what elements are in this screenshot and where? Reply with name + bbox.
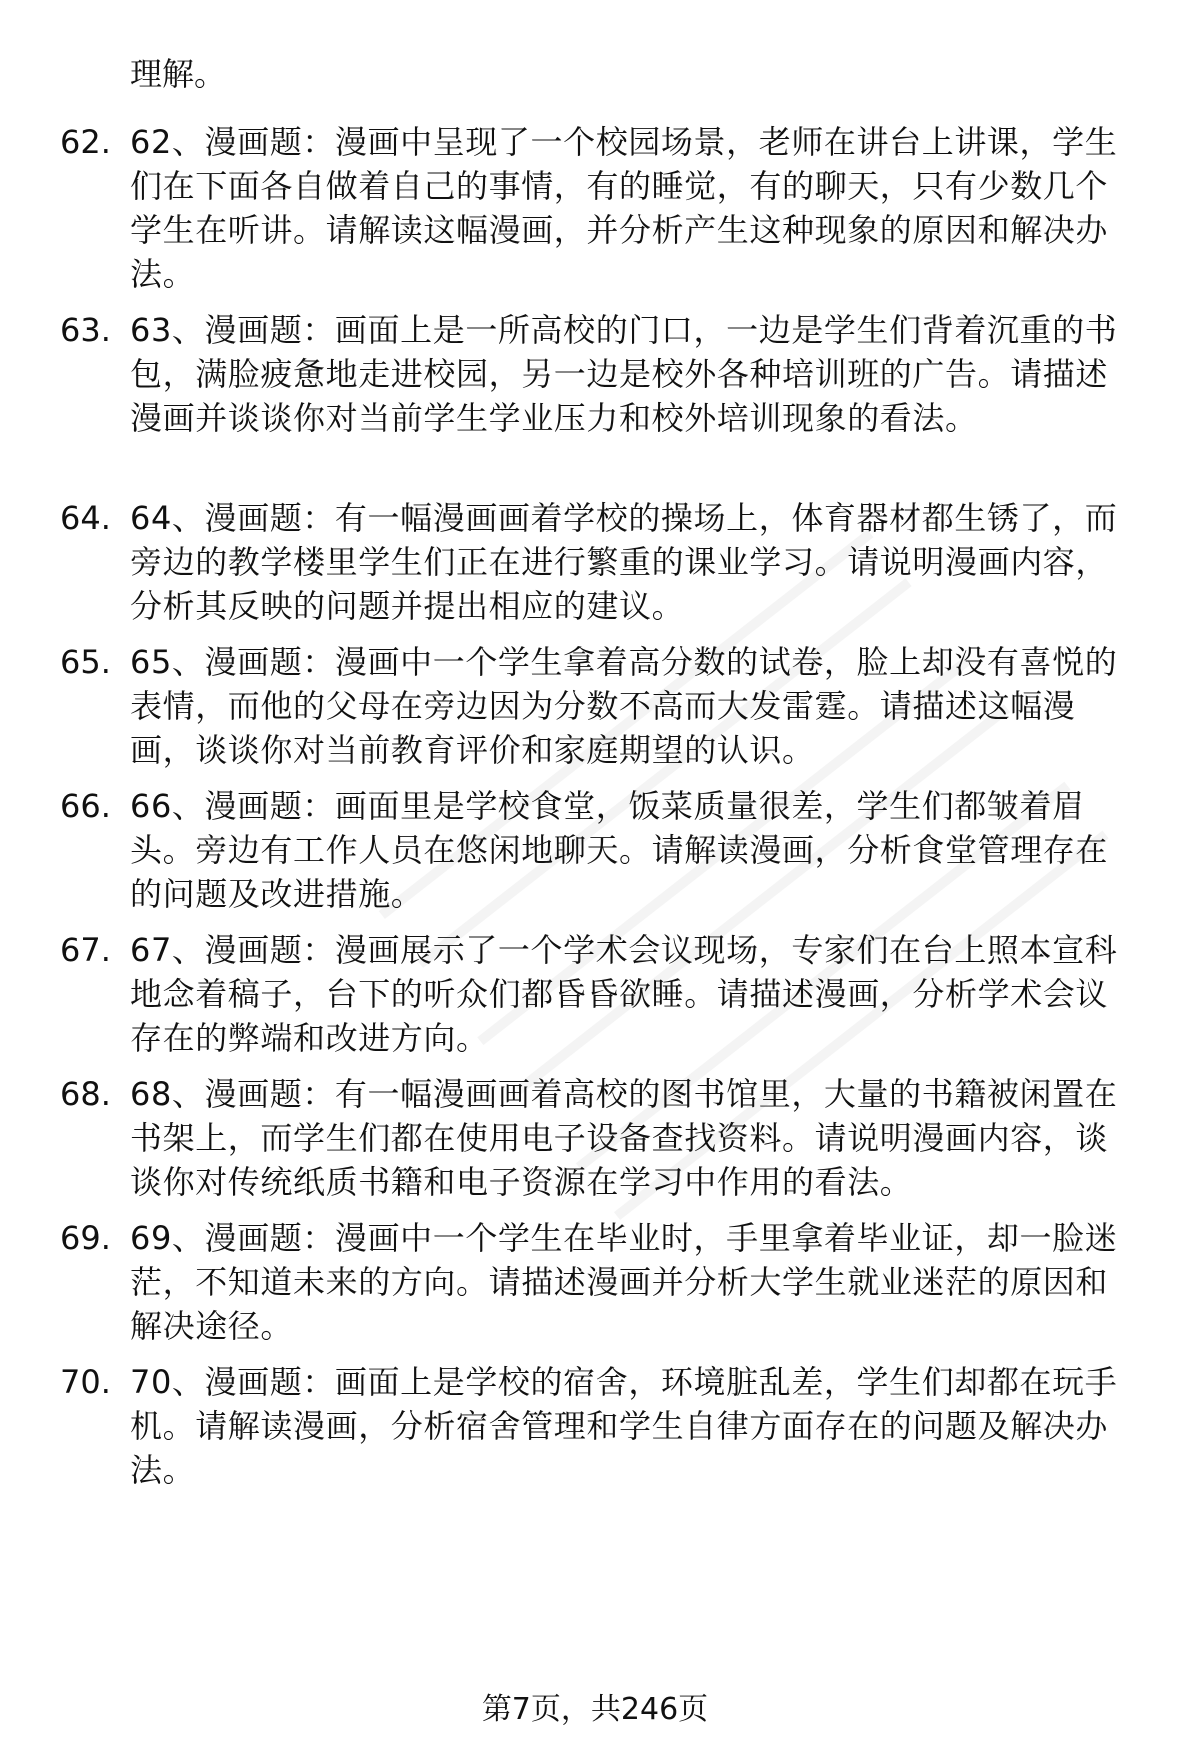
question-text: 70、漫画题：画面上是学校的宿舍，环境脏乱差，学生们却都在玩手机。请解读漫画，分析宿舍管理和学生自律方面存在的问题及解决办法。 xyxy=(130,1363,1118,1489)
question-number: 68. xyxy=(60,1075,111,1113)
question-text: 64、漫画题：有一幅漫画画着学校的操场上，体育器材都生锈了，而旁边的教学楼里学生们正在进行繁重的课业学习。请说明漫画内容，分析其反映的问题并提出相应的建议。 xyxy=(130,499,1118,625)
question-number: 69. xyxy=(60,1219,111,1257)
question-text: 68、漫画题：有一幅漫画画着高校的图书馆里，大量的书籍被闲置在书架上，而学生们都在使用电子设备查找资料。请说明漫画内容，谈谈你对传统纸质书籍和电子资源在学习中作用的看法。 xyxy=(130,1075,1118,1201)
question-text: 65、漫画题：漫画中一个学生拿着高分数的试卷，脸上却没有喜悦的表情，而他的父母在旁边因为分数不高而大发雷霆。请描述这幅漫画，谈谈你对当前教育评价和家庭期望的认识。 xyxy=(130,643,1118,769)
question-number: 66. xyxy=(60,787,111,825)
question-text: 66、漫画题：画面里是学校食堂，饭菜质量很差，学生们都皱着眉头。旁边有工作人员在悠闲地聊天。请解读漫画，分析食堂管理存在的问题及改进措施。 xyxy=(130,787,1109,913)
question-text: 63、漫画题：画面上是一所高校的门口，一边是学生们背着沉重的书包，满脸疲惫地走进校园，另一边是校外各种培训班的广告。请描述漫画并谈谈你对当前学生学业压力和校外培训现象的看法。 xyxy=(130,311,1118,437)
question-number: 62. xyxy=(60,123,111,161)
question-number: 67. xyxy=(60,931,111,969)
question-text: 69、漫画题：漫画中一个学生在毕业时，手里拿着毕业证，却一脸迷茫，不知道未来的方向。请描述漫画并分析大学生就业迷茫的原因和解决途径。 xyxy=(130,1219,1118,1345)
question-text: 67、漫画题：漫画展示了一个学术会议现场，专家们在台上照本宣科地念着稿子，台下的听众们都昏昏欲睡。请描述漫画，分析学术会议存在的弊端和改进方向。 xyxy=(130,931,1118,1057)
page-footer: 第7页，共246页 xyxy=(481,1692,709,1727)
question-number: 63. xyxy=(60,311,111,349)
continuation-text: 理解。 xyxy=(130,55,227,93)
question-number: 64. xyxy=(60,499,111,537)
question-number: 65. xyxy=(60,643,111,681)
question-number: 70. xyxy=(60,1363,111,1401)
question-text: 62、漫画题：漫画中呈现了一个校园场景，老师在讲台上讲课，学生们在下面各自做着自己的事情，有的睡觉，有的聊天，只有少数几个学生在听讲。请解读这幅漫画，并分析产生这种现象的原因和解决办法。 xyxy=(130,123,1118,293)
